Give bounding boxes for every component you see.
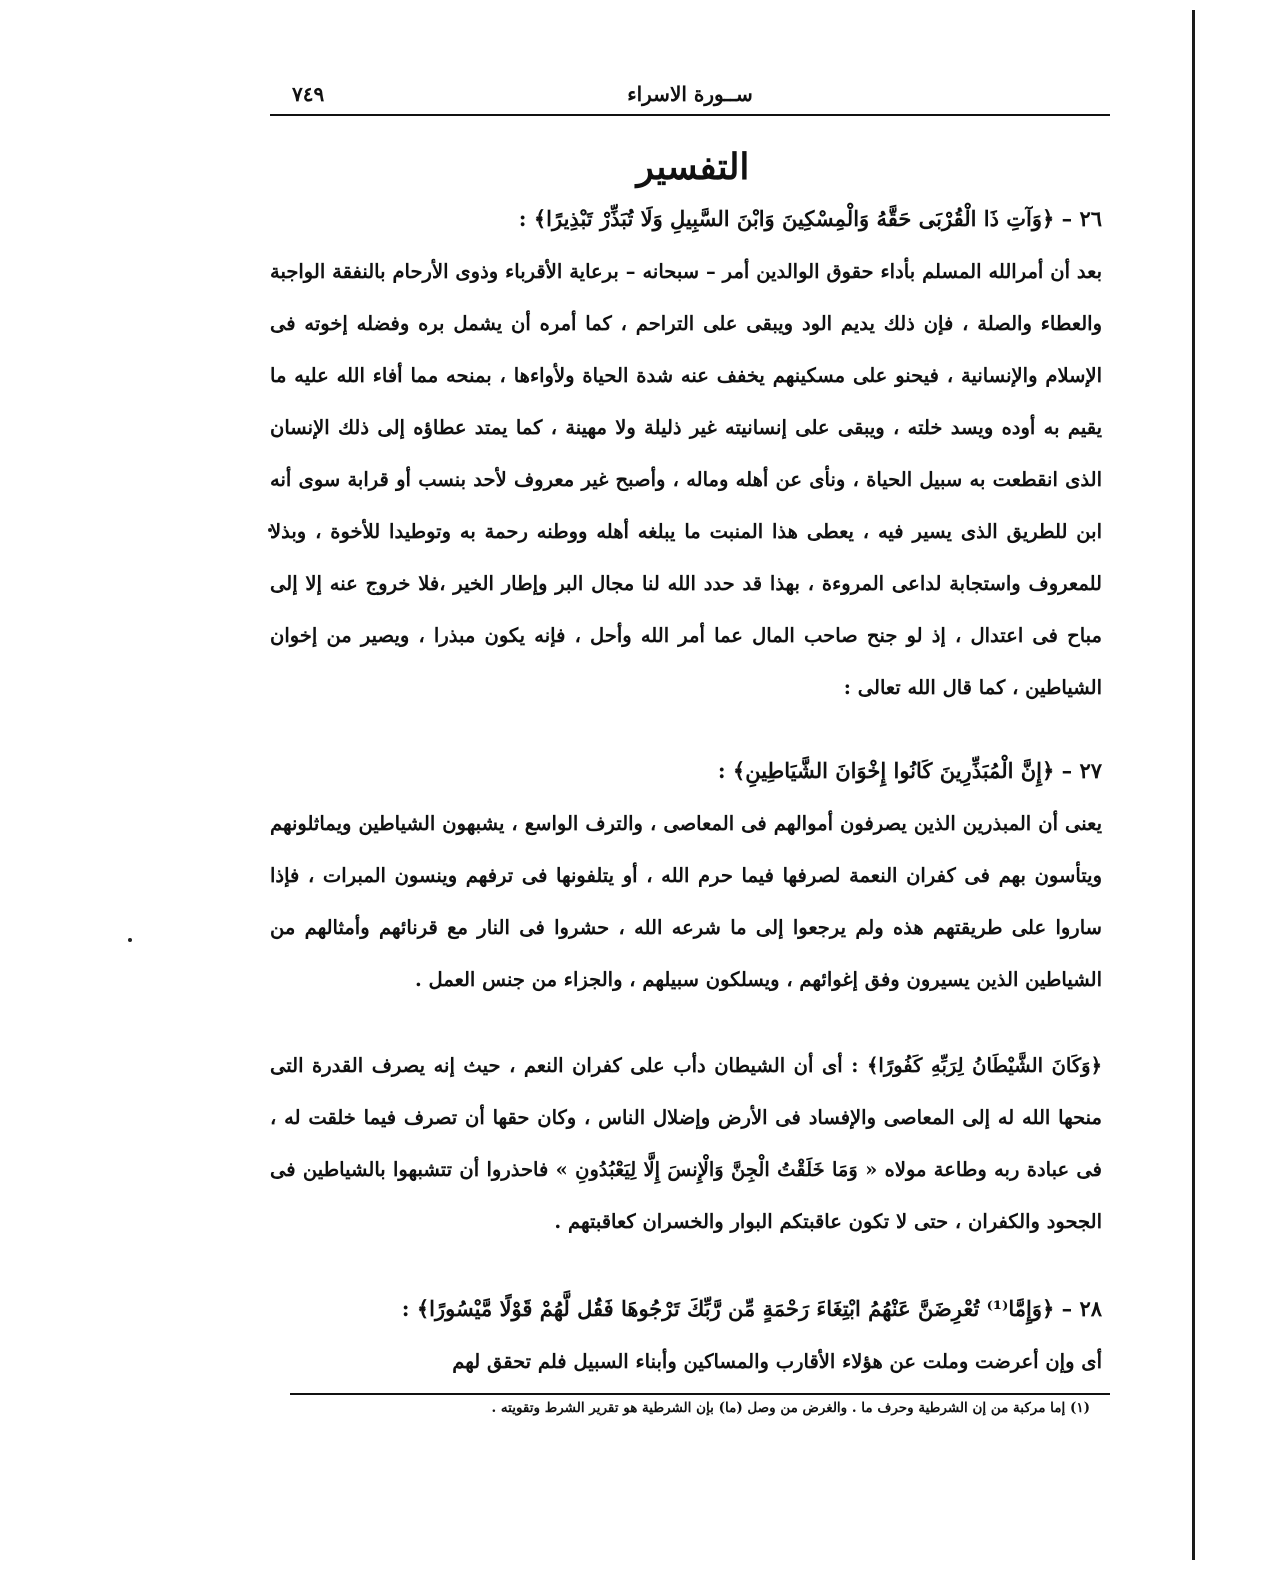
book-page [270, 60, 1116, 1440]
verse-28: ٢٨ – ﴿وَإِمَّا⁽¹⁾ تُعْرِضَنَّ عَنْهُمُ ابْتِغَاءَ رَحْمَةٍ مِّن رَّبِّكَ تَرْجُوهَا فَقُل لَّهُمْ قَوْلًا مَّيْسُورًا﴾ : [401, 1296, 1102, 1321]
surah-title: ســورة الاسراء [627, 82, 753, 106]
verse-26: ٢٦ – ﴿وَآتِ ذَا الْقُرْبَى حَقَّهُ وَالْمِسْكِينَ وَابْنَ السَّبِيلِ وَلَا تُبَذِّرْ تَبْذِيرًا﴾ : [518, 206, 1102, 231]
footnote-divider [290, 1393, 1110, 1395]
paragraph-1: بعد أن أمرالله المسلم بأداء حقوق الوالدين أمر – سبحانه – برعاية الأقرباء وذوى الأرحام بالنفقة الواجبة والعطاء والصلة ، فإن ذلك يديم الود ويبقى على التراحم ، كما أمره أن يشمل بره وفضله إخوته فى الإسلام والإنسانية ، فيحنو على مسكينهم يخفف عنه شدة الحياة ولأواءها ، بمنحه مما أفاء الله عليه ما يقيم به أوده ويسد خلته ، ويبقى على إنسانيته غير ذليلة ولا مهينة ، كما يمتد عطاؤه إلى ذلك الإنسان الذى انقطعت به سبيل الحياة ، ونأى عن أهله وماله ، وأصبح غير معروف لأحد بنسب أو قرابة سوى أنه ابن للطريق الذى يسير فيه ، يعطى هذا المنبت ما يبلغه أهله ووطنه رحمة به وتوطيدا للأخوة ، وبذلا للمعروف واستجابة لداعى المروءة ، بهذا قد حدد الله لنا مجال البر وإطار الخير ،فلا خروج عنه إلا إلى مباح فى اعتدال ، إذ لو جنح صاحب المال عما أمر الله وأحل ، فإنه يكون مبذرا ، ويصير من إخوان الشياطين ، كما قال الله تعالى : [270, 260, 1102, 699]
paragraph-4: أى وإن أعرضت وملت عن هؤلاء الأقارب والمساكين وأبناء السبيل فلم تحقق لهم [452, 1350, 1102, 1373]
margin-dot [128, 938, 132, 942]
page-header [270, 82, 1110, 116]
page-number: ٧٤٩ [292, 82, 325, 106]
verse-27: ٢٧ – ﴿إِنَّ الْمُبَذِّرِينَ كَانُوا إِخْوَانَ الشَّيَاطِينِ﴾ : [717, 758, 1102, 783]
section-heading: التفسير [636, 146, 750, 188]
scan-edge-line [1192, 10, 1195, 1560]
paragraph-3: ﴿وَكَانَ الشَّيْطَانُ لِرَبِّهِ كَفُورًا﴾ : أى أن الشيطان دأب على كفران النعم ، حيث إنه يصرف القدرة التى منحها الله له إلى المعاصى والإفساد فى الأرض وإضلال الناس ، وكان حقها أن تصرف فيما خلقت له ، فى عبادة ربه وطاعة مولاه « وَمَا خَلَقْتُ الْجِنَّ وَالْإِنسَ إِلَّا لِيَعْبُدُونِ » فاحذروا أن تتشبهوا بالشياطين فى الجحود والكفران ، حتى لا تكون عاقبتكم البوار والخسران كعاقبتهم . [270, 1054, 1102, 1233]
paragraph-2: يعنى أن المبذرين الذين يصرفون أموالهم فى المعاصى ، والترف الواسع ، يشبهون الشياطين ويماثلونهم ويتأسون بهم فى كفران النعمة لصرفها فيما حرم الله ، أو يتلفونها فى ترفهم وينسون المبرات ، فإذا ساروا على طريقتهم هذه ولم يرجعوا إلى ما شرعه الله ، حشروا فى النار مع قرنائهم وأمثالهم من الشياطين الذين يسيرون وفق إغوائهم ، ويسلكون سبيلهم ، والجزاء من جنس العمل . [270, 812, 1102, 991]
footnote: (١) إما مركبة من إن الشرطية وحرف ما . والغرض من وصل (ما) بإن الشرطية هو تقرير الشرط وتقويته . [491, 1400, 1090, 1416]
